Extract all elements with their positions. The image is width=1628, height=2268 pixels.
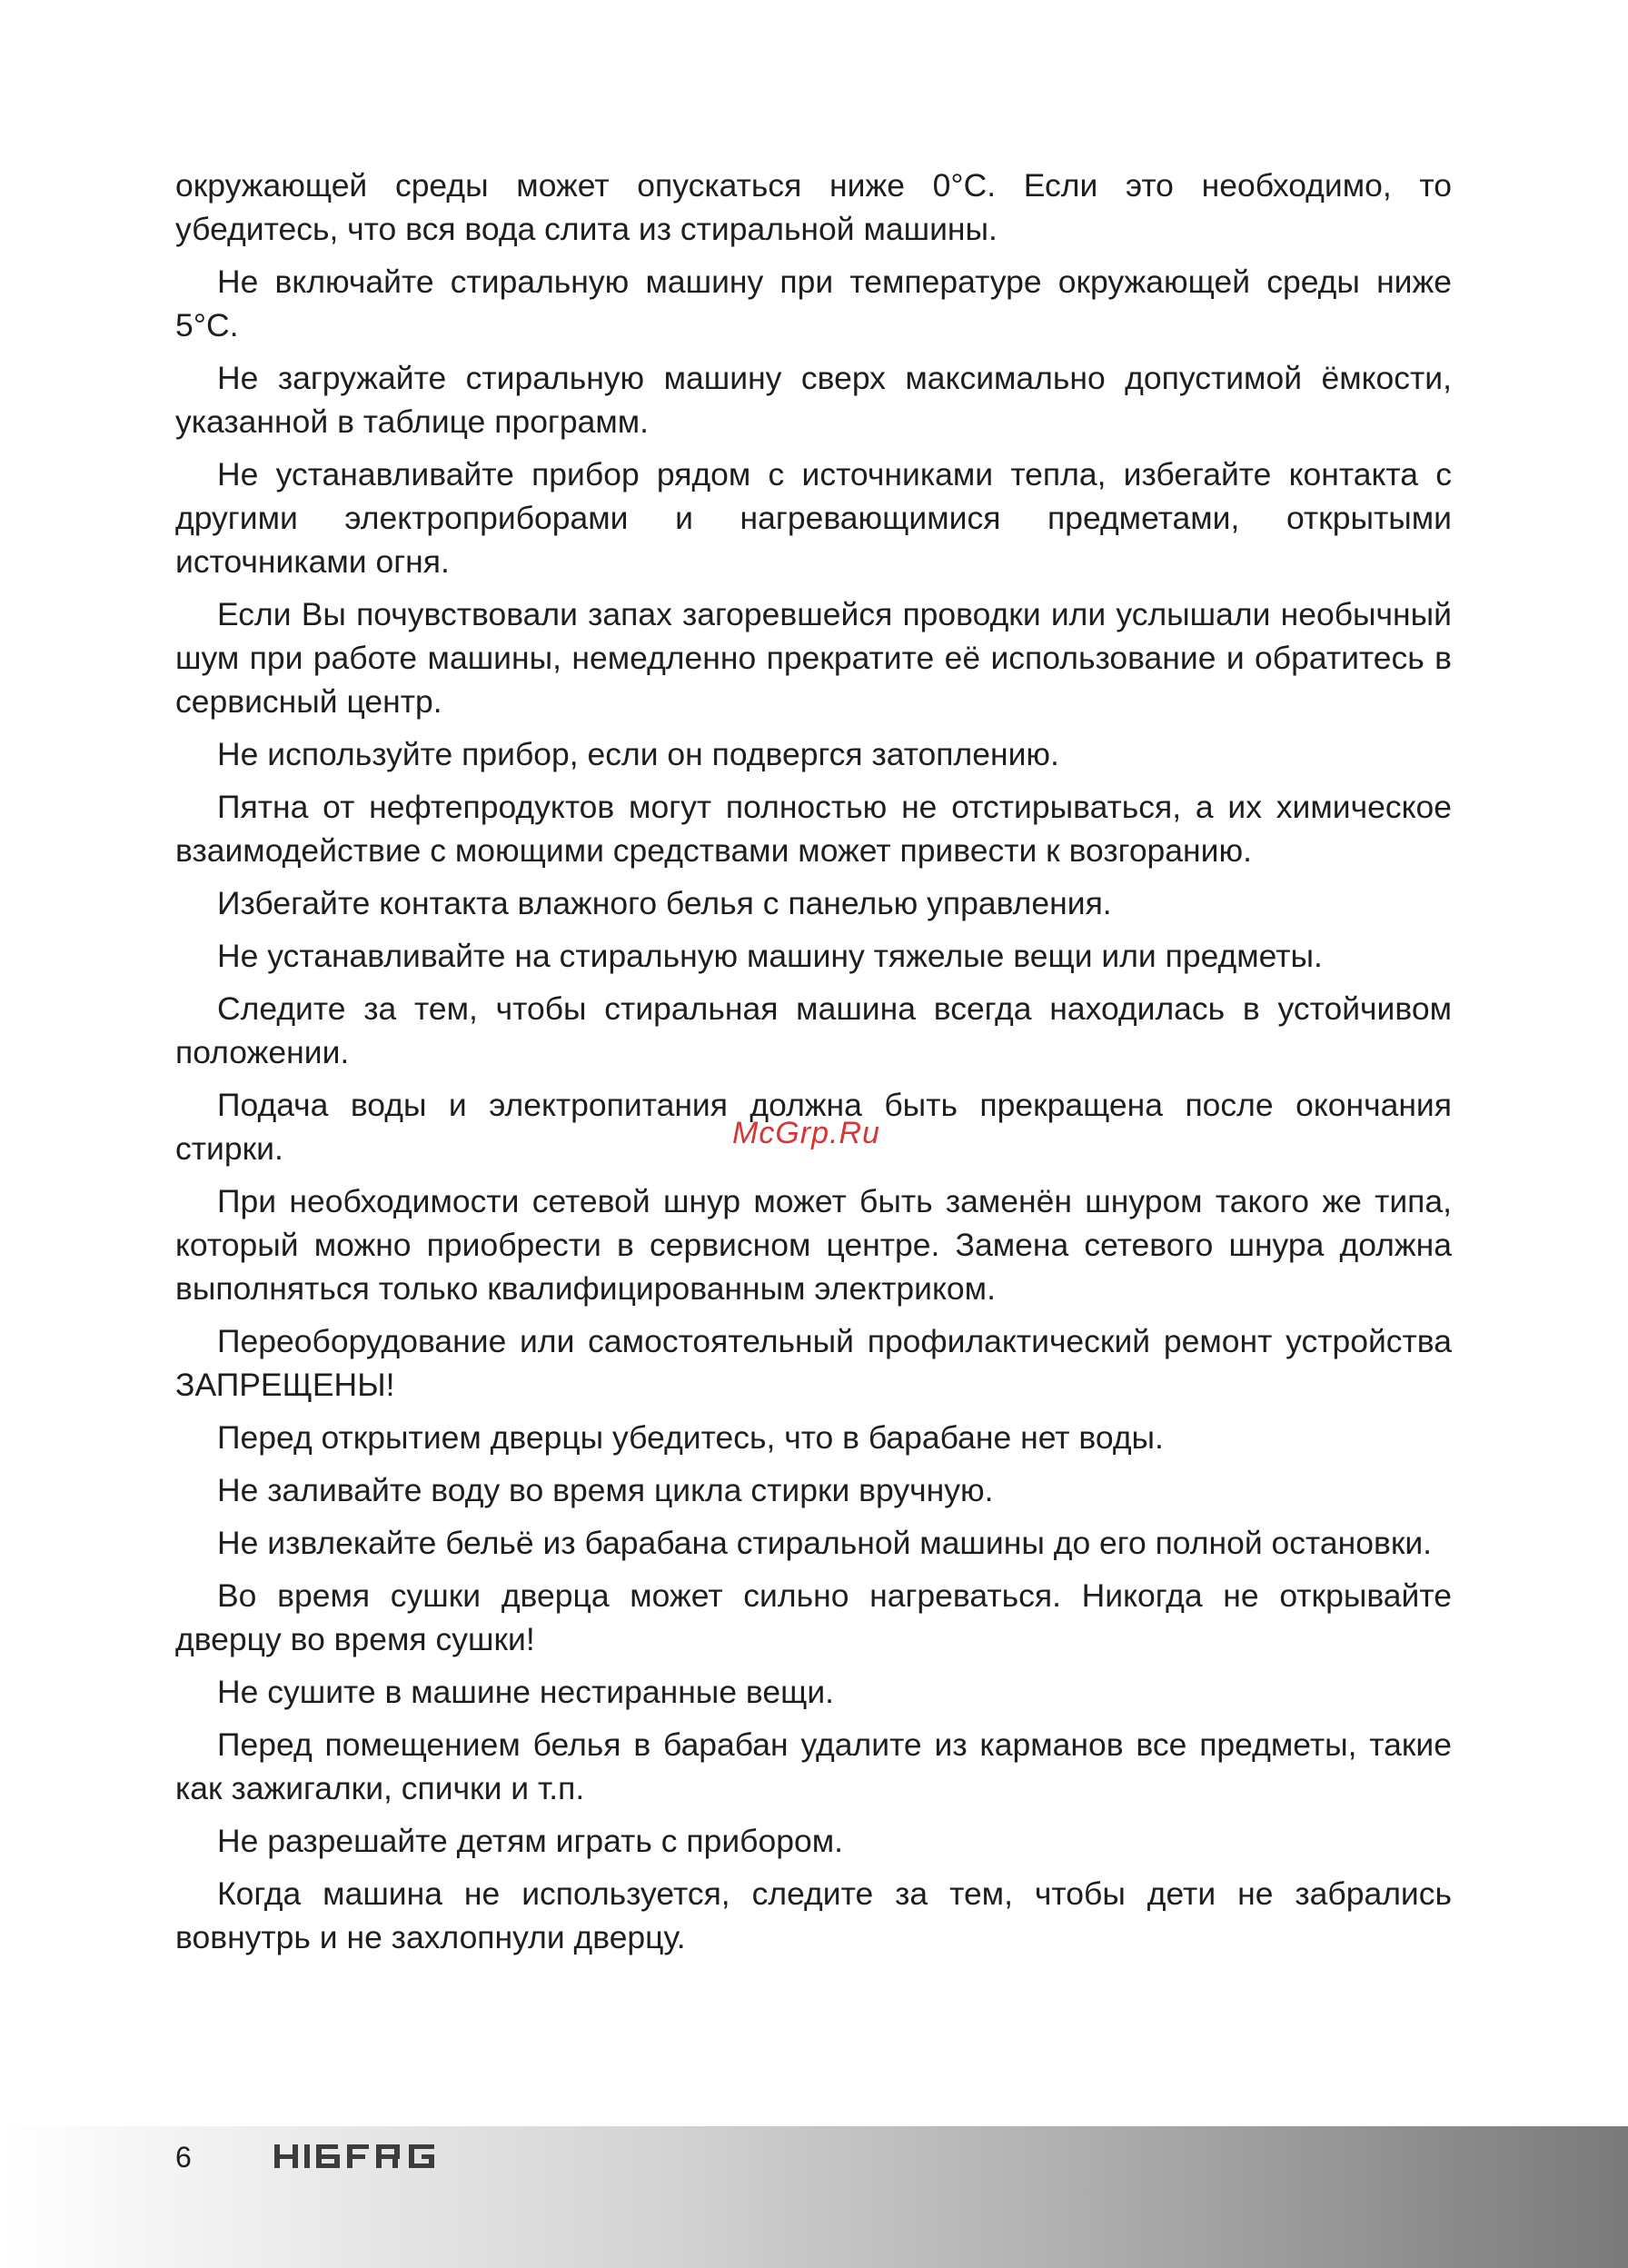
paragraph: При необходимости сетевой шнур может быть заменён шнуром такого же типа, который можно приобрести в сервисном центре. Замена сетевого шнура должна выполняться только квалифицированным электриком. (175, 1183, 1452, 1307)
paragraph: Во время сушки дверца может сильно нагреваться. Никогда не открывайте дверцу во время сушки! (175, 1577, 1452, 1657)
paragraph: Не сушите в машине нестиранные вещи. (217, 1674, 835, 1710)
paragraph: Подача воды и электропитания должна быть прекращена после окончания стирки. (175, 1087, 1452, 1167)
watermark: McGrp.Ru (732, 1116, 880, 1150)
paragraph: окружающей среды может опускаться ниже 0°С. Если это необходимо, то убедитесь, что вся вода слита из стиральной машины. (175, 167, 1452, 247)
page-number: 6 (175, 2141, 192, 2174)
paragraph: Не разрешайте детям играть с прибором. (217, 1823, 843, 1859)
paragraph: Пятна от нефтепродуктов могут полностью не отстирываться, а их химическое взаимодействие с моющими средствами может привести к возгоранию. (175, 789, 1452, 869)
paragraph: Когда машина не используется, следите за тем, чтобы дети не забрались вовнутрь и не захлопнули дверцу. (175, 1875, 1452, 1955)
paragraph: Избегайте контакта влажного белья с панелью управления. (217, 885, 1112, 921)
paragraph: Перед помещением белья в барабан удалите из карманов все предметы, такие как зажигалки, спички и т.п. (175, 1726, 1452, 1806)
paragraph: Не используйте прибор, если он подвергся затоплению. (217, 736, 1059, 772)
paragraph: Не извлекайте бельё из барабана стиральной машины до его полной остановки. (217, 1525, 1433, 1561)
paragraph: Не загружайте стиральную машину сверх максимально допустимой ёмкости, указанной в таблице программ. (175, 360, 1452, 440)
paragraph: Следите за тем, чтобы стиральная машина всегда находилась в устойчивом положении. (175, 990, 1452, 1070)
paragraph: Переоборудование или самостоятельный профилактический ремонт устройства ЗАПРЕЩЕНЫ! (175, 1323, 1452, 1403)
brand-logo (274, 2141, 452, 2172)
paragraph: Не устанавливайте на стиральную машину тяжелые вещи или предметы. (217, 938, 1323, 974)
paragraph: Перед открытием дверцы убедитесь, что в барабане нет воды. (217, 1419, 1164, 1456)
paragraph: Не заливайте воду во время цикла стирки вручную. (217, 1472, 994, 1508)
document-body (175, 164, 1452, 1968)
footer-bar (0, 2126, 1628, 2268)
paragraph: Не включайте стиральную машину при температуре окружающей среды ниже 5°С. (175, 264, 1452, 343)
paragraph: Не устанавливайте прибор рядом с источниками тепла, избегайте контакта с другими электроприборами и нагревающимися предметами, открытыми источниками огня. (175, 456, 1452, 580)
paragraph: Если Вы почувствовали запах загоревшейся проводки или услышали необычный шум при работе машины, немедленно прекратите её использование и обратитесь в сервисный центр. (175, 596, 1452, 720)
